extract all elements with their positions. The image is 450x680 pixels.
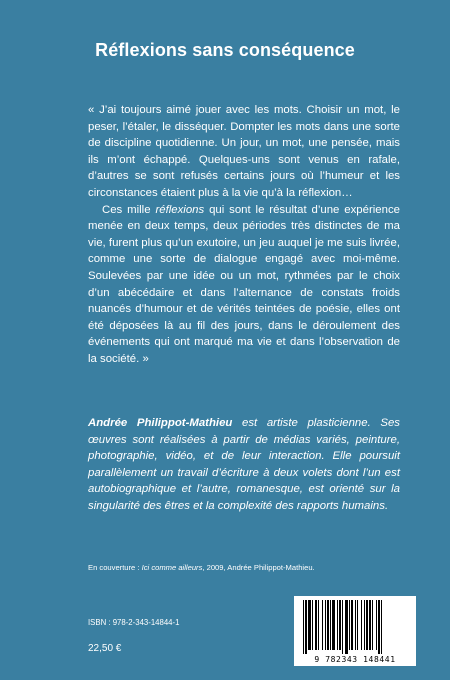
back-cover-quote (88, 102, 400, 368)
barcode-bar (342, 600, 343, 654)
barcode-bar (349, 600, 350, 650)
barcode-bar (355, 600, 356, 650)
barcode-bar (376, 600, 377, 650)
barcode-bar (372, 600, 373, 650)
author-name: Andrée Philippot-Mathieu (88, 417, 233, 429)
book-title: Réflexions sans conséquence (95, 40, 355, 60)
barcode-bar (337, 600, 338, 650)
barcode-bar (312, 600, 313, 650)
barcode-bar (366, 600, 368, 650)
barcode-bar (303, 600, 304, 654)
barcode-bar (357, 600, 358, 650)
quote-paragraph-1: « J’ai toujours aimé jouer avec les mots. Choisir un mot, le peser, l’étaler, le disséquer. Dompter les mots dans une sorte de discipline quotidienne. Un jour, un mot, une pensée, mais ils m’ont échappé. Quelques-uns sont venus en rafale, d’autres se sont refusés certains jours où l’humeur et les circonstances étaient plus à la vie qu’à la réflexion… (88, 104, 400, 199)
barcode-bars (294, 596, 416, 654)
barcode-digits: 9 782343 148441 (314, 655, 396, 664)
barcode-bar (369, 600, 371, 650)
price: 22,50 € (88, 643, 122, 654)
author-bio-text: est artiste plasticienne. Ses œuvres sont réalisées à partir de médias variés, peinture, photographie, vidéo, et de leur interaction. Elle poursuit parallèlement un travail d’écriture à deux volets dont l’un est autobiographique et l’autre, romanesque, est orienté sur la singularité des êtres et la complexité des rapports humains. (88, 417, 401, 512)
barcode-bar (378, 600, 380, 654)
barcode-bar (332, 600, 335, 650)
barcode-bar (361, 600, 362, 650)
quote-p2-emphasis: réflexions (155, 203, 205, 216)
barcode-bar (339, 600, 341, 650)
quote-p2-start: Ces mille (102, 203, 156, 216)
cover-credit-prefix: En couverture : (88, 563, 142, 572)
quote-p2-end: qui sont le résultat d’une expérience menée en deux temps, deux périodes très distinctes de ma vie, furent plus qu’un exutoire, un jeu auquel je me suis livrée, comme une sorte de dialogue engagé avec moi-même. Soulevées par une idée ou un mot, rythmées par le choix d’un abécédaire et dans l’alternance de constats froids nuancés d’humour et de vérités teintées de poésie, elles ont été déposées là au fil des jours, dans le déroulement des événements qui ont marqué ma vie et dans l’observation de la société. » (88, 203, 400, 365)
barcode-bar (364, 600, 365, 650)
quote-paragraph-2 (88, 202, 400, 368)
barcode-bar (305, 600, 307, 654)
barcode-bar (315, 600, 317, 650)
barcode-bar (381, 600, 382, 654)
barcode-bar (325, 600, 326, 650)
barcode-bar (318, 600, 319, 650)
cover-credit-suffix: , 2009, Andrée Philippot-Mathieu. (202, 563, 315, 572)
barcode-bar (308, 600, 311, 650)
cover-credit (88, 563, 418, 572)
barcode-bar (327, 600, 329, 650)
barcode (294, 596, 416, 666)
barcode-bar (322, 600, 323, 650)
barcode-bar (330, 600, 331, 650)
cover-credit-work: Ici comme ailleurs (141, 563, 203, 572)
isbn: ISBN : 978-2-343-14844-1 (88, 618, 180, 627)
barcode-bar (351, 600, 353, 650)
barcode-bar (345, 600, 348, 654)
author-bio (88, 415, 400, 514)
